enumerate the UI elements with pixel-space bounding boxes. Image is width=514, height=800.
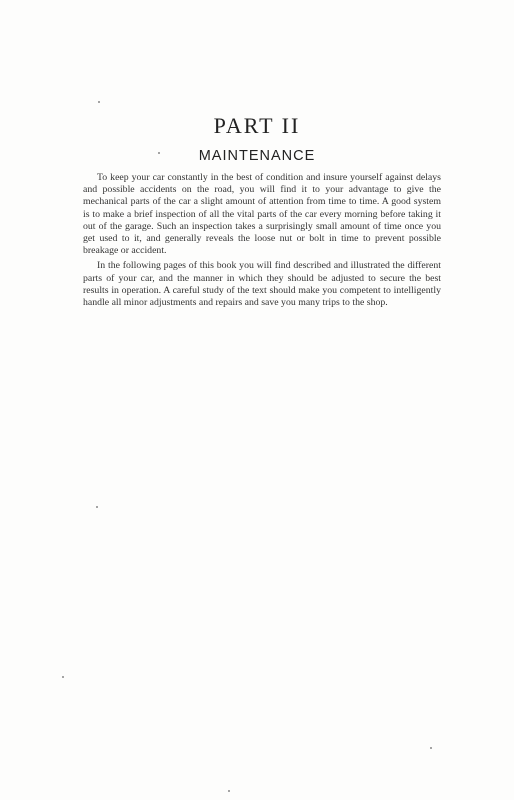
part-heading: PART II <box>213 113 301 138</box>
scan-speck <box>430 747 432 749</box>
scan-speck <box>158 152 160 154</box>
section-heading: MAINTENANCE <box>198 148 316 164</box>
scan-speck <box>96 506 98 508</box>
paragraph-2: In the following pages of this book you will find described and illustrated the different parts of your car, and the manner in which they should be adjusted to secure the best results in operation. A careful study of the text should make you competent to intelligently handle all minor adjustments and repairs and save you many trips to the shop. <box>83 260 441 309</box>
body-text <box>83 172 441 312</box>
paragraph-1: To keep your car constantly in the best of condition and insure yourself against delays and possible accidents on the road, you will find it to your advantage to give the mechanical parts of the car a slight amount of attention from time to time. A good system is to make a brief inspection of all the vital parts of the car every morning before taking it out of the garage. Such an inspection takes a surprisingly small amount of time once you get used to it, and generally reveals the loose nut or bolt in time to prevent possible breakage or accident. <box>83 172 441 257</box>
scan-speck <box>228 790 230 792</box>
scan-speck <box>98 101 100 103</box>
scan-speck <box>62 676 64 678</box>
